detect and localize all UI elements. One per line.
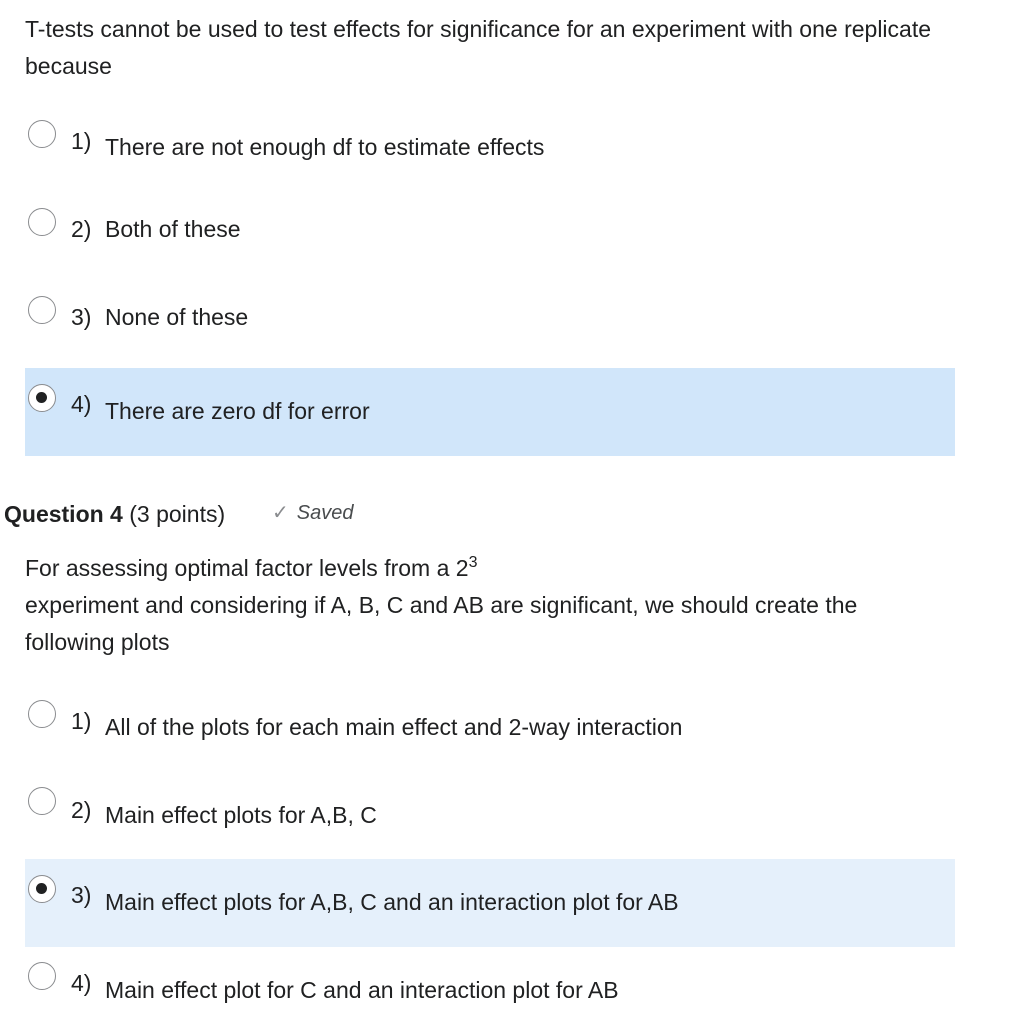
question-4-points: (3 points) (129, 501, 226, 527)
question-4-text-superscript: 3 (468, 554, 478, 571)
saved-status (272, 499, 353, 527)
question-4-title: Question 4 (4, 501, 123, 527)
q3-option-2-label[interactable]: Both of these (105, 216, 241, 242)
q3-option-4-radio[interactable] (28, 384, 56, 412)
q3-option-3-label[interactable]: None of these (105, 304, 249, 330)
question-4-header (4, 498, 225, 530)
q3-option-3-number: 3) (71, 304, 92, 330)
q4-option-2-number: 2) (71, 797, 92, 823)
q3-option-1-radio[interactable] (28, 120, 56, 148)
q3-option-4-label[interactable]: There are zero df for error (105, 398, 370, 424)
question-4-text-part-1: For assessing optimal factor levels from a 2 (25, 555, 469, 581)
question-4-text-line-1 (25, 550, 945, 587)
q4-option-4-number: 4) (71, 970, 92, 996)
q4-option-1[interactable] (25, 700, 955, 788)
q4-option-2-radio[interactable] (28, 787, 56, 815)
q3-option-2-number: 2) (71, 216, 92, 242)
q4-option-1-radio[interactable] (28, 700, 56, 728)
question-4-text-part-2: experiment and considering if A, B, C and AB are significant, we should create the following plots (25, 592, 858, 655)
q3-option-4[interactable] (25, 368, 955, 456)
q3-option-1-number: 1) (71, 128, 92, 154)
checkmark-icon: ✓ (272, 502, 289, 524)
q4-option-3-number: 3) (71, 882, 92, 908)
q4-option-3-radio[interactable] (28, 875, 56, 903)
q3-option-4-number: 4) (71, 391, 92, 417)
q4-option-1-label[interactable]: All of the plots for each main effect and 2-way interaction (105, 714, 683, 740)
question-3-text: T-tests cannot be used to test effects for significance for an experiment with one replicate because (25, 16, 932, 79)
q4-option-3-label[interactable]: Main effect plots for A,B, C and an interaction plot for AB (105, 889, 679, 915)
q3-option-1-label[interactable]: There are not enough df to estimate effects (105, 134, 545, 160)
q4-option-2-label[interactable]: Main effect plots for A,B, C (105, 802, 377, 828)
q3-option-2-radio[interactable] (28, 208, 56, 236)
q3-option-3-radio[interactable] (28, 296, 56, 324)
q3-option-2[interactable] (25, 208, 955, 296)
question-4-text (25, 550, 945, 661)
q3-option-1[interactable] (25, 120, 955, 208)
q4-option-4[interactable] (25, 962, 955, 1024)
q4-option-4-label[interactable]: Main effect plot for C and an interaction plot for AB (105, 977, 619, 1003)
saved-status-text: Saved (296, 502, 354, 524)
q4-option-3[interactable] (25, 859, 955, 947)
q4-option-1-number: 1) (71, 708, 92, 734)
q4-option-4-radio[interactable] (28, 962, 56, 990)
